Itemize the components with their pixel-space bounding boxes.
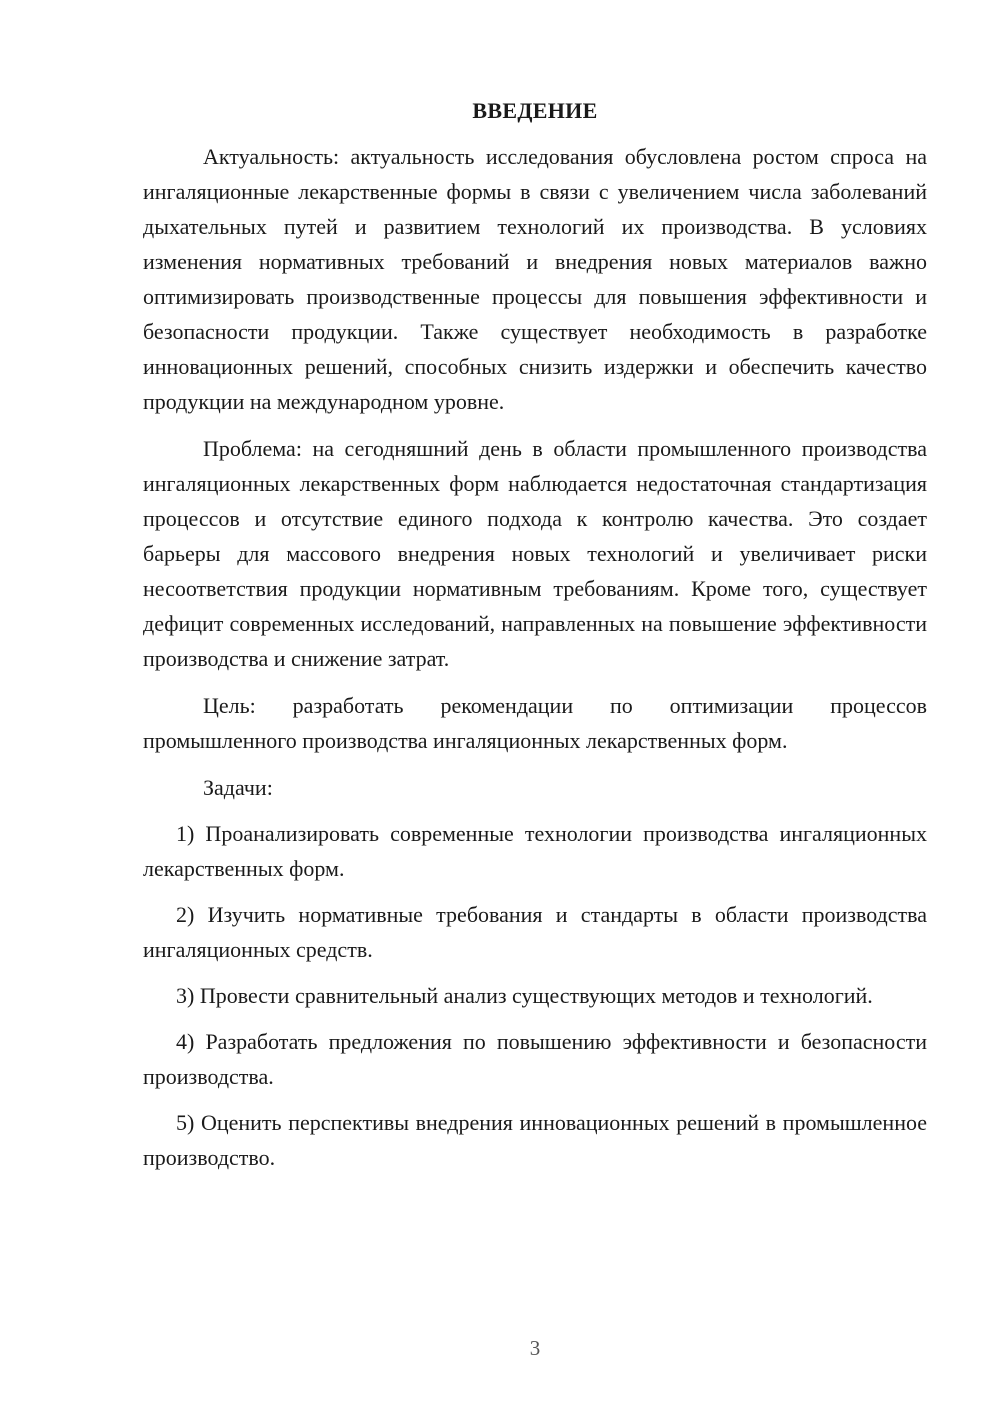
list-item: 5) Оценить перспективы внедрения инновационных решений в промышленное производство.	[143, 1110, 927, 1170]
goal-paragraph: Цель: разработать рекомендации по оптимизации процессов промышленного производства ингаляционных лекарственных форм.	[143, 693, 927, 753]
relevance-paragraph: Актуальность: актуальность исследования обусловлена ростом спроса на ингаляционные лекарственные формы в связи с увеличением числа заболеваний дыхательных путей и развитием технологий их производства. В условиях изменения нормативных требований и внедрения новых материалов важно оптимизировать производственные процессы для повышения эффективности и безопасности продукции. Также существует необходимость в разработке инновационных решений, способных снизить издержки и обеспечить качество продукции на международном уровне.	[143, 144, 927, 414]
document-page	[143, 96, 927, 1175]
list-item: 4) Разработать предложения по повышению эффективности и безопасности производства.	[143, 1029, 927, 1089]
problem-paragraph: Проблема: на сегодняшний день в области промышленного производства ингаляционных лекарственных форм наблюдается недостаточная стандартизация процессов и отсутствие единого подхода к контролю качества. Это создает барьеры для массового внедрения новых технологий и увеличивает риски несоответствия продукции нормативным требованиям. Кроме того, существует дефицит современных исследований, направленных на повышение эффективности производства и снижение затрат.	[143, 436, 927, 671]
list-item: 2) Изучить нормативные требования и стандарты в области производства ингаляционных средств.	[143, 902, 927, 962]
tasks-heading: Задачи:	[203, 775, 273, 800]
page-number: 3	[529, 1336, 541, 1360]
page-title: ВВЕДЕНИЕ	[472, 98, 598, 123]
list-item: 3) Провести сравнительный анализ существующих методов и технологий.	[176, 983, 873, 1008]
list-item: 1) Проанализировать современные технологии производства ингаляционных лекарственных форм.	[143, 821, 927, 881]
tasks-list	[143, 816, 927, 1175]
